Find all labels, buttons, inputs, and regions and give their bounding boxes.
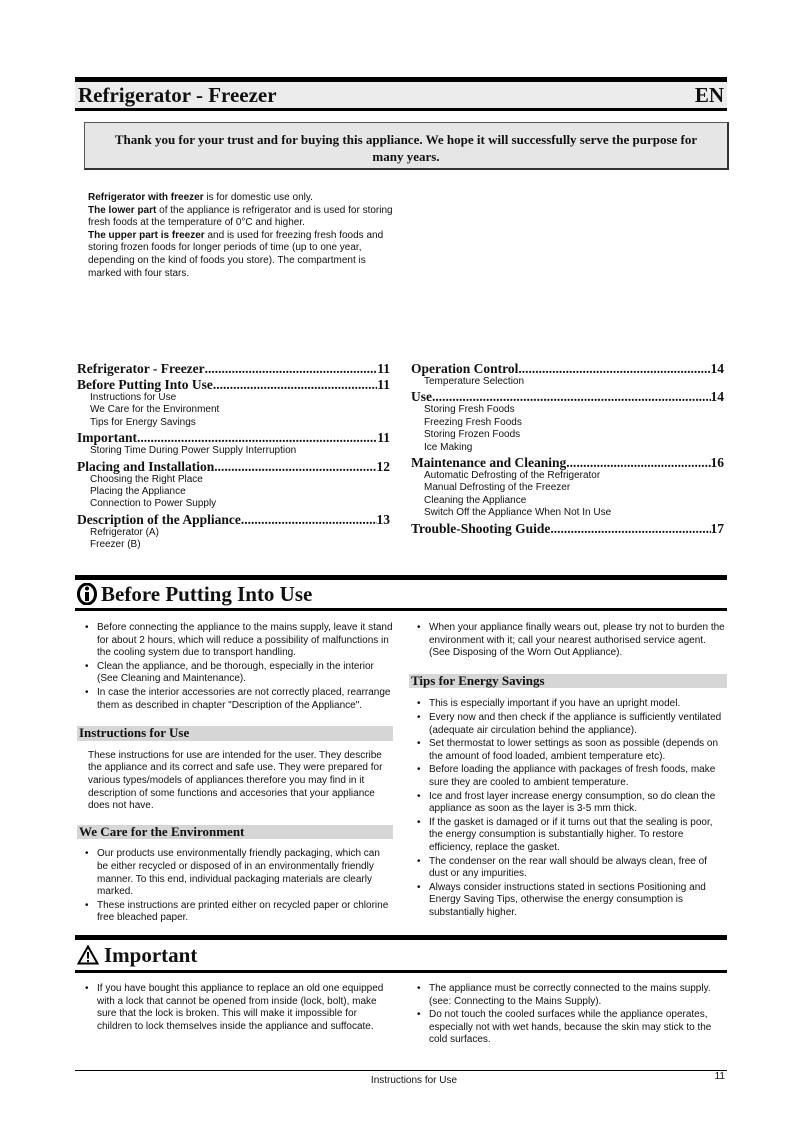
before-left-column	[77, 622, 393, 926]
bullet-item: • These instructions are printed either on recycled paper or chlorine free bleached paper.	[77, 900, 393, 925]
toc-entry-title: Before Putting Into Use	[77, 377, 213, 392]
toc-entry-page: 12	[376, 458, 390, 474]
intro-bold: The lower part	[88, 204, 157, 216]
toc-subentry: Connection to Power Supply	[90, 498, 217, 510]
bullet-item: • The appliance must be correctly connected to the mains supply. (see: Connecting to the Mains Supply).	[409, 983, 727, 1008]
bullet-item: • Before loading the appliance with packages of fresh foods, make sure they are cooled to ambient temperature.	[409, 764, 727, 789]
bullet-item: • When your appliance finally wears out, please try not to burden the environment with it; call your nearest authorised service agent. (See Disposing of the Worn Out Appliance).	[409, 622, 727, 660]
toc-entry	[411, 389, 724, 404]
toc-subentry: Choosing the Right Place	[90, 473, 203, 485]
toc-entry-title: Description of the Appliance	[77, 511, 241, 527]
intro-text: of the appliance is refrigerator and is used for storing fresh foods at the temperature of 0°C and higher.	[88, 204, 393, 229]
toc-entry	[77, 361, 390, 376]
energy-bullets	[409, 698, 727, 919]
toc-leader	[518, 361, 710, 376]
toc-leader	[432, 389, 711, 404]
footer-label: Instructions for Use	[370, 1075, 458, 1086]
footer-divider	[75, 1070, 727, 1071]
toc-subentry: Cleaning the Appliance	[424, 494, 527, 506]
toc-left-column	[77, 360, 390, 552]
toc-entry-page: 11	[377, 430, 390, 446]
environment-bullets	[77, 848, 393, 925]
toc-leader	[205, 361, 378, 376]
toc-entry-title: Important	[77, 430, 137, 446]
toc-leader	[566, 455, 710, 470]
bullet-item: • Our products use environmentally friendly packaging, which can be either recycled or disposed of in an environmentally friendly manner. To this end, individual packaging materials are clearly marked.	[77, 848, 393, 898]
bullet-item: • If you have bought this appliance to replace an old one equipped with a lock that cannot be opened from inside (lock, bolt), make sure that the lock is broken. This will make it impossible for children to lock themselves inside the appliance and suffocate.	[77, 983, 393, 1033]
toc-leader	[213, 377, 377, 392]
intro-paragraph	[88, 230, 398, 280]
toc-entry	[77, 377, 390, 392]
intro-bold: The upper part is freezer	[88, 229, 205, 241]
toc-subentry: Temperature Selection	[424, 376, 525, 387]
toc-entry	[411, 521, 724, 536]
important-right-column	[409, 983, 727, 1048]
toc-entry	[411, 455, 724, 470]
toc-subentry: Storing Fresh Foods	[424, 404, 515, 416]
toc-subentry: Instructions for Use	[90, 392, 177, 403]
bullet-item: • If the gasket is damaged or if it turns out that the sealing is poor, the energy consumption is substantially higher. To restore efficiency, replace the gasket.	[409, 817, 727, 855]
toc-entry-title: Placing and Installation	[77, 458, 215, 474]
info-icon	[77, 583, 97, 605]
toc-entry-page: 16	[710, 455, 724, 471]
toc-entry-page: 14	[710, 389, 724, 405]
page-header	[75, 77, 727, 111]
toc-entry-title: Operation Control	[411, 361, 519, 376]
toc-entry-title: Use	[411, 389, 432, 405]
toc-subentry: Tips for Energy Savings	[90, 416, 196, 428]
toc-subentry: Freezing Fresh Foods	[424, 416, 522, 428]
toc-subentry: Refrigerator (A)	[90, 526, 159, 538]
important-bullets	[77, 983, 393, 1033]
toc-subentry: Ice Making	[424, 441, 473, 453]
toc-entry-title: Maintenance and Cleaning	[411, 455, 567, 471]
important-left-column	[77, 983, 393, 1034]
toc-subentry: Placing the Appliance	[90, 486, 186, 498]
language-code: EN	[694, 82, 724, 107]
toc-subentry: Storing Time During Power Supply Interruption	[90, 445, 297, 457]
bullet-item: • The condenser on the rear wall should be always clean, free of dust or any impurities.	[409, 856, 727, 881]
toc-entry-page: 17	[710, 520, 724, 536]
warning-icon	[77, 945, 99, 965]
toc-entry-page: 13	[376, 511, 390, 527]
bullet-item: • Do not touch the cooled surfaces while the appliance operates, especially not with wet hands, because the skin may stick to the cold surfaces.	[409, 1009, 727, 1047]
toc-entry	[77, 512, 390, 527]
intro-text: and is used for freezing fresh foods and storing frozen foods for longer periods of time (up to one year, depending on the kind of foods you store). The compartment is marked with four stars.	[88, 229, 384, 279]
page-number: 11	[714, 1071, 725, 1082]
toc-entry	[411, 361, 724, 376]
subheading-energy: Tips for Energy Savings	[409, 674, 727, 689]
toc-subentry: Switch Off the Appliance When Not In Use	[424, 507, 612, 519]
intro-paragraph	[88, 192, 398, 205]
toc-subentry: Storing Frozen Foods	[424, 429, 521, 441]
toc-entry	[77, 459, 390, 474]
toc-subentry: We Care for the Environment	[90, 404, 220, 416]
bullet-item: • Always consider instructions stated in sections Positioning and Energy Saving Tips, otherwise the energy consumption is substantially higher.	[409, 882, 727, 920]
toc-entry-page: 14	[710, 361, 724, 376]
environment-bullets-cont	[409, 622, 727, 660]
toc-leader	[214, 459, 376, 474]
toc-subentry: Manual Defrosting of the Freezer	[424, 482, 571, 494]
thank-you-box: Thank you for your trust and for buying this appliance. We hope it will successfully serve the purpose for many years.	[84, 122, 729, 170]
bullet-item: • Clean the appliance, and be thorough, especially in the interior (See Cleaning and Maintenance).	[77, 661, 393, 686]
before-bullets	[77, 622, 393, 712]
toc-entry-page: 11	[377, 377, 390, 392]
important-bullets	[409, 983, 727, 1047]
toc-right-column	[411, 360, 724, 536]
intro-paragraph	[88, 205, 398, 230]
intro-bold: Refrigerator with freezer	[88, 192, 204, 203]
bullet-item: • In case the interior accessories are not correctly placed, rearrange them as described in chapter "Description of the Appliance".	[77, 687, 393, 712]
toc-leader	[241, 512, 377, 527]
intro-text: is for domestic use only.	[203, 192, 313, 203]
intro-text	[88, 192, 398, 280]
section-title: Important	[104, 942, 198, 967]
toc-leader	[550, 521, 710, 536]
bullet-item: • Ice and frost layer increase energy consumption, so do clean the appliance as soon as the layer is 3-5 mm thick.	[409, 791, 727, 816]
toc-entry	[77, 430, 390, 445]
bullet-item: • Every now and then check if the appliance is sufficiently ventilated (adequate air circulation behind the appliance).	[409, 712, 727, 737]
section-heading-before-use	[75, 575, 727, 611]
bullet-item: • Set thermostat to lower settings as soon as possible (depends on the amount of food loaded, ambient temperature etc).	[409, 738, 727, 763]
toc-subentry: Freezer (B)	[90, 539, 141, 551]
before-right-column	[409, 622, 727, 920]
bullet-item: • This is especially important if you have an upright model.	[409, 698, 727, 711]
subheading-environment: We Care for the Environment	[77, 825, 393, 840]
toc-subentry: Automatic Defrosting of the Refrigerator	[424, 470, 601, 482]
toc-entry-title: Refrigerator - Freezer	[77, 361, 205, 376]
toc-leader	[137, 430, 377, 445]
bullet-item: • Before connecting the appliance to the mains supply, leave it stand for about 2 hours, which will reduce a possibility of malfunctions in the cooling system due to transport handling.	[77, 622, 393, 660]
instructions-text: These instructions for use are intended for the user. They describe the appliance and its correct and safe use. They were prepared for various types/models of appliances therefore you may find in it description of some functions and accesories that your appliance does not have.	[88, 749, 383, 812]
page-title: Refrigerator - Freezer	[78, 82, 277, 107]
section-title: Before Putting Into Use	[101, 581, 313, 606]
section-heading-important	[75, 935, 727, 973]
subheading-instructions: Instructions for Use	[77, 726, 393, 741]
toc-entry-title: Trouble-Shooting Guide	[411, 520, 551, 536]
toc-entry-page: 11	[377, 361, 390, 376]
